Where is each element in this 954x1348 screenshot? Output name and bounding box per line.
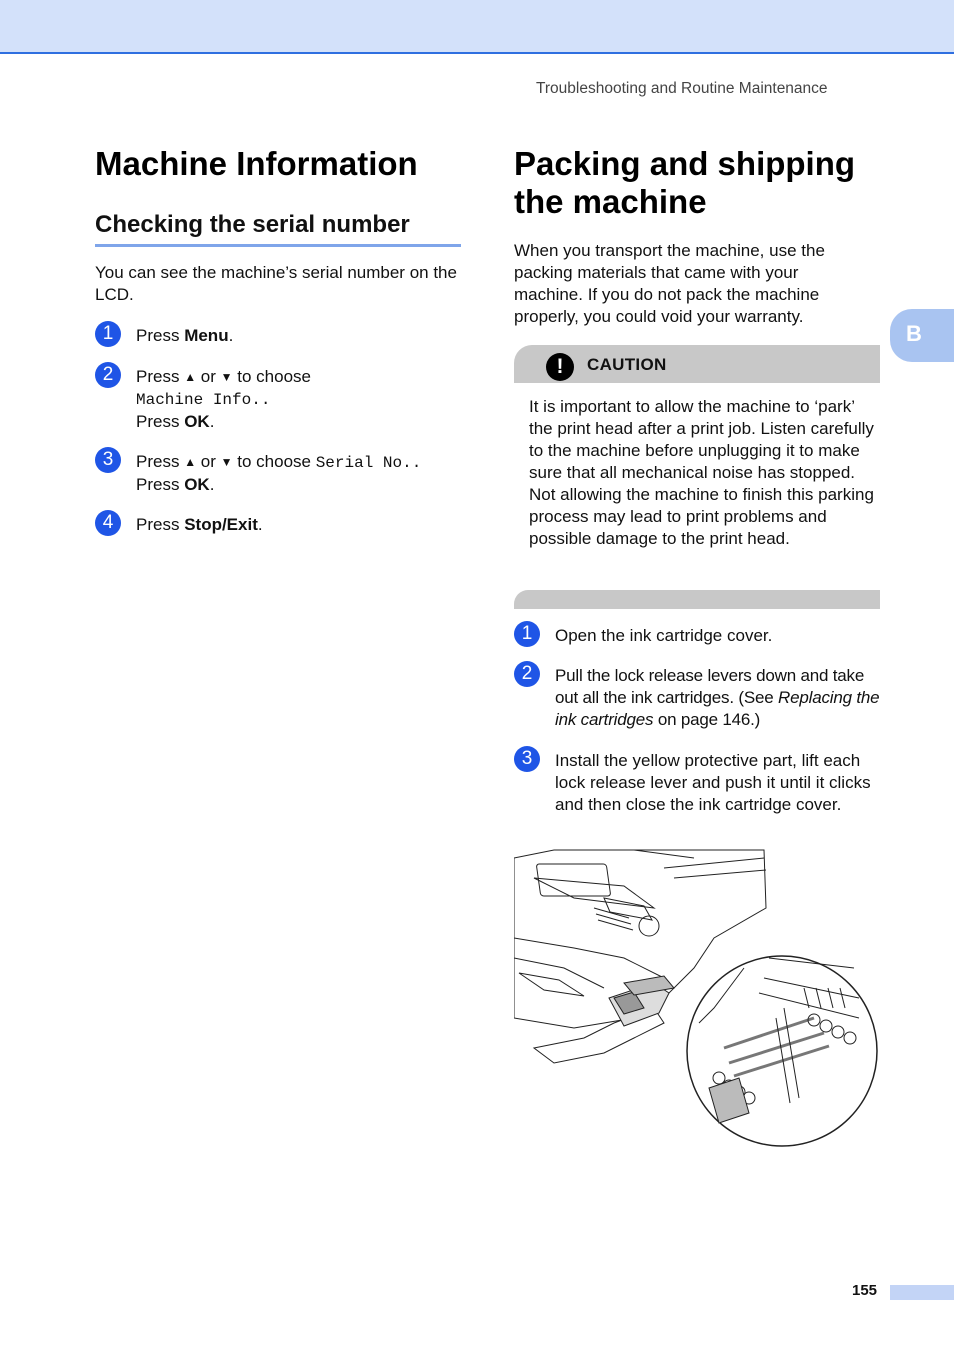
step-number-badge: 2 [95, 362, 121, 388]
exclamation-icon: ! [546, 353, 574, 381]
caution-header [514, 345, 880, 383]
step-text: to choose [232, 452, 316, 471]
step-text: to choose [232, 367, 311, 386]
step-number-badge: 2 [514, 661, 540, 687]
serial-intro-text: You can see the machine’s serial number on the LCD. [95, 263, 457, 304]
section-title-machine-information: Machine Information [95, 145, 418, 182]
title-line-2: the machine [514, 183, 707, 220]
side-tab-letter: B [906, 321, 922, 346]
step-text-end: . [228, 326, 234, 345]
step-line [136, 474, 476, 496]
lcd-text-serial-no: Serial No.. [315, 454, 422, 472]
key-ok: OK [184, 412, 210, 431]
step-text: or [196, 452, 221, 471]
step-text-end: . [209, 475, 215, 494]
step-number-badge: 1 [514, 621, 540, 647]
lcd-text-machine-info: Machine Info.. [136, 391, 271, 409]
key-menu: Menu [184, 326, 229, 345]
cross-reference-link[interactable]: Replacing the ink cartridges [555, 688, 880, 729]
key-stop-exit: Stop/Exit [184, 515, 258, 534]
up-arrow-icon: ▲ [184, 370, 197, 384]
step-text: or [196, 367, 221, 386]
caution-text: It is important to allow the machine to ‘park’ the print head after a print job. Listen carefully to the machine before unplugging it to make sure that all mechanical noise has stopped. Not allowing the machine to finish this parking process may lead to print problems and possible damage to the print head. [529, 397, 874, 548]
down-arrow-icon: ▼ [220, 455, 233, 469]
step-text: Press [136, 367, 185, 386]
step-line [136, 411, 466, 433]
step-text: Press [136, 452, 185, 471]
step-number-badge: 1 [95, 321, 121, 347]
running-header: Troubleshooting and Routine Maintenance [536, 80, 828, 97]
footer-bar [890, 1285, 954, 1300]
printer-cartridge-illustration [514, 848, 880, 1148]
step-number-badge: 4 [95, 510, 121, 536]
step-line [136, 451, 476, 474]
step-number-badge: 3 [95, 447, 121, 473]
step-text-end: . [257, 515, 263, 534]
step-text: Install the yellow protective part, lift each lock release lever and push it until it clicks and then close the ink cartridge cover. [555, 751, 871, 814]
step-text: Open the ink cartridge cover. [555, 626, 773, 645]
step-line [136, 366, 466, 389]
section-title-packing [514, 145, 855, 221]
step-text-end: . [209, 412, 215, 431]
step-text: Pull the lock release levers down and take out all the ink cartridges. (See [555, 666, 865, 707]
caution-footer-bar [514, 590, 880, 609]
page-number: 155 [852, 1282, 878, 1299]
title-line-1: Packing and shipping [514, 145, 856, 182]
subsection-title-serial-number: Checking the serial number [95, 210, 461, 247]
step-number-badge: 3 [514, 746, 540, 772]
step-text-end: on page 146.) [653, 710, 761, 729]
step-text: Press [136, 326, 185, 345]
up-arrow-icon: ▲ [184, 455, 197, 469]
step-text: Press [136, 412, 185, 431]
top-header-bar [0, 0, 954, 54]
caution-label: CAUTION [587, 355, 667, 374]
key-ok: OK [184, 475, 210, 494]
step-text: Press [136, 475, 185, 494]
packing-intro-text: When you transport the machine, use the packing materials that came with your machine. If you do not pack the machine properly, you could void your warranty. [514, 241, 825, 326]
down-arrow-icon: ▼ [220, 370, 233, 384]
step-text: Press [136, 515, 185, 534]
appendix-side-tab [890, 309, 954, 362]
